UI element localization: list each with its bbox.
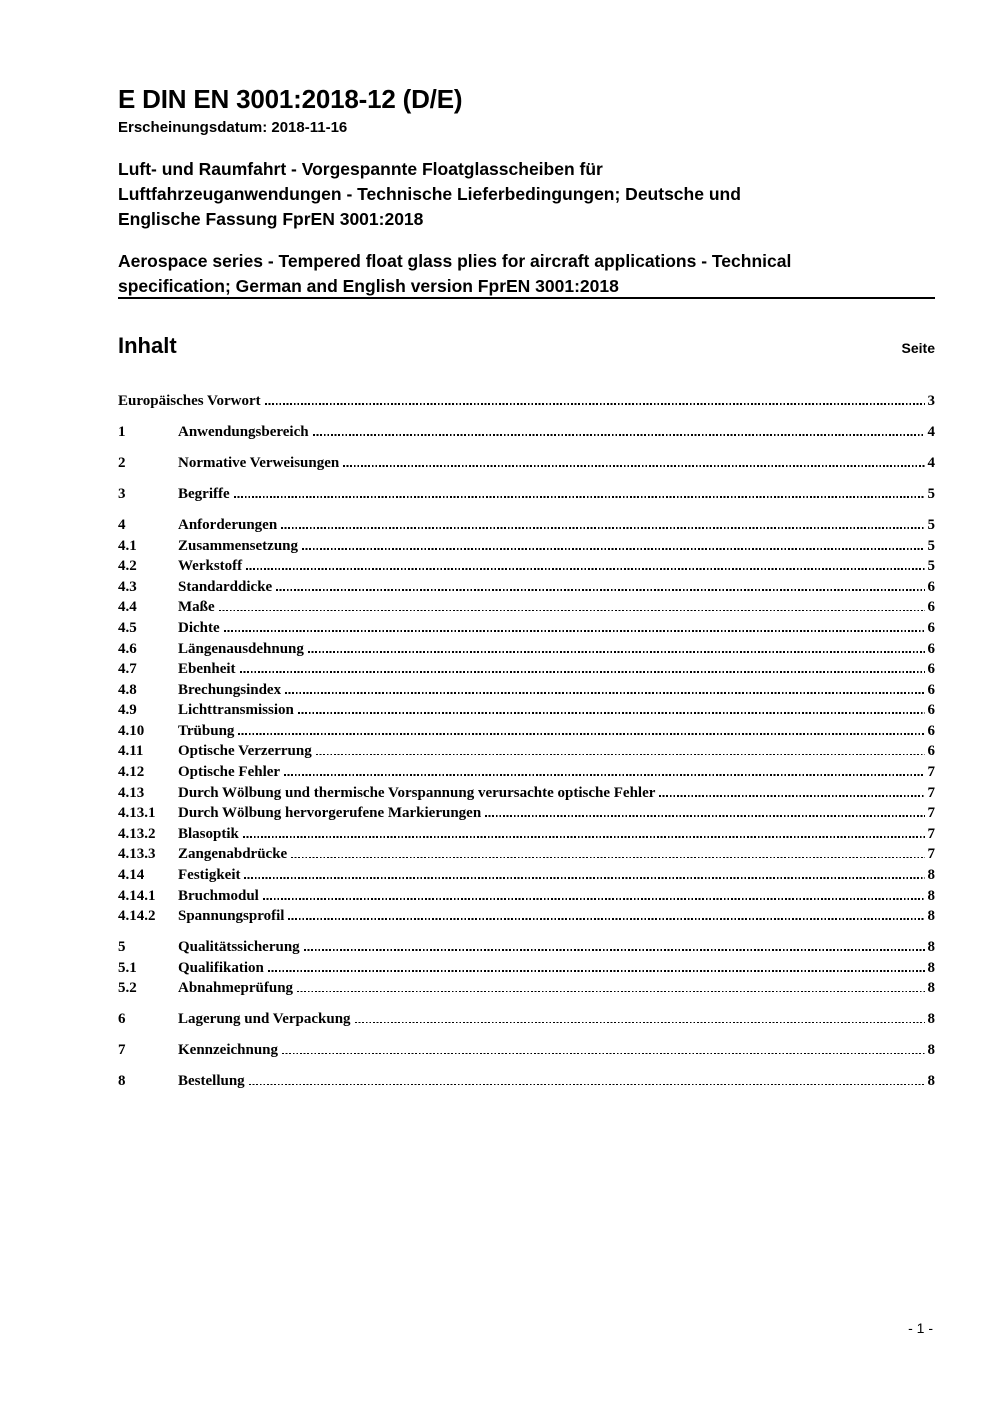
toc-entry: [118, 453, 935, 474]
toc-entry-label: Maße: [178, 599, 215, 616]
toc-entry-number: 4.13.3: [118, 846, 156, 863]
toc-leader-dots: [234, 496, 925, 498]
toc-entry-label: Anforderungen: [178, 516, 278, 533]
toc-entry-label: Zangenabdrücke: [178, 846, 288, 863]
toc-entry-page: 7: [927, 805, 935, 822]
toc-leader-dots: [244, 877, 925, 879]
toc-leader-dots: [308, 651, 925, 653]
toc-entry: [118, 597, 935, 618]
toc-entry-label: Anwendungsbereich: [178, 423, 309, 440]
toc-entry-page: 8: [927, 939, 935, 956]
toc-leader-dots: [659, 795, 925, 797]
toc-entry-label: Bestellung: [178, 1073, 245, 1090]
toc-entry-label: Europäisches Vorwort: [118, 393, 261, 409]
title-english-line: specification; German and English version FprEN 3001:2018: [118, 276, 619, 296]
toc-entry-label: Optische Fehler: [178, 764, 281, 781]
toc-entry-label: Lagerung und Verpackung: [178, 1011, 351, 1028]
toc-entry-label: Durch Wölbung hervorgerufene Markierungen: [178, 805, 482, 822]
toc-entry-page: 8: [927, 959, 935, 976]
toc-entry: [118, 422, 935, 443]
toc-entry: [118, 536, 935, 557]
toc-entry-page: 6: [927, 619, 935, 636]
toc-entry-page: 8: [927, 867, 935, 884]
toc-entry-label: Längenausdehnung: [178, 640, 304, 657]
title-english: [118, 249, 935, 299]
toc-leader-dots: [238, 733, 925, 735]
toc-leader-dots: [288, 918, 925, 920]
toc-entry-page: 8: [927, 1042, 935, 1059]
toc-entry-number: 4.10: [118, 722, 145, 739]
toc-entry-page: 6: [927, 743, 935, 760]
toc-entry: [118, 618, 935, 639]
toc-entry-page: 8: [927, 980, 935, 997]
toc-leader-dots: [282, 1053, 925, 1055]
toc-entry-page: 7: [927, 764, 935, 781]
toc-entry: [118, 1071, 935, 1092]
toc-entry-label: Dichte: [178, 619, 220, 636]
toc-leader-dots: [298, 712, 925, 714]
toc-leader-dots: [313, 434, 925, 436]
toc-entry-label: Zusammensetzung: [178, 537, 299, 554]
horizontal-rule: [118, 297, 935, 299]
toc-entry-number: 4.6: [118, 640, 137, 657]
toc-entry-number: 4.13: [118, 784, 145, 801]
toc-entry-number: 5.2: [118, 980, 137, 997]
toc-list: [118, 391, 935, 1092]
toc-entry: [118, 824, 935, 845]
toc-entry-number: 4.1: [118, 537, 137, 554]
toc-entry: [118, 1009, 935, 1030]
toc-entry-label: Ebenheit: [178, 661, 236, 678]
title-german-line: Luftfahrzeuganwendungen - Technische Lieferbedingungen; Deutsche und: [118, 184, 741, 204]
toc-entry-page: 6: [927, 599, 935, 616]
toc-entry-number: 4.14.1: [118, 887, 156, 904]
toc-entry-number: 4.14.2: [118, 908, 156, 925]
toc-entry-label: Normative Verweisungen: [178, 454, 340, 471]
toc-entry-label: Bruchmodul: [178, 887, 259, 904]
title-english-line: Aerospace series - Tempered float glass plies for aircraft applications - Technical: [118, 251, 792, 271]
toc-leader-dots: [284, 774, 925, 776]
toc-entry-page: 5: [927, 516, 935, 533]
toc-leader-dots: [240, 671, 925, 673]
toc-leader-dots: [268, 970, 925, 972]
toc-entry-label: Brechungsindex: [178, 681, 282, 698]
toc-entry-label: Optische Verzerrung: [178, 743, 312, 760]
toc-leader-dots: [316, 754, 925, 756]
toc-entry: [118, 484, 935, 505]
toc-entry: [118, 741, 935, 762]
toc-entry-number: 4: [118, 516, 126, 533]
toc-leader-dots: [355, 1022, 925, 1024]
title-german-line: Luft- und Raumfahrt - Vorgespannte Floatglasscheiben für: [118, 159, 603, 179]
toc-entry: [118, 886, 935, 907]
toc-entry: [118, 639, 935, 660]
toc-entry-number: 6: [118, 1011, 126, 1028]
toc-entry-number: 4.7: [118, 661, 137, 678]
toc-entry-page: 4: [927, 454, 935, 471]
toc-heading: Inhalt: [118, 333, 177, 358]
toc-entry-number: 1: [118, 423, 126, 440]
toc-page-column-label: Seite: [901, 340, 935, 356]
toc-entry-page: 8: [927, 1073, 935, 1090]
toc-entry-page: 7: [927, 825, 935, 842]
toc-leader-dots: [281, 527, 925, 529]
toc-entry: [118, 803, 935, 824]
toc-entry-label: Qualifikation: [178, 959, 264, 976]
toc-leader-dots: [285, 692, 925, 694]
toc-entry-page: 6: [927, 722, 935, 739]
page-number-footer: - 1 -: [908, 1320, 933, 1336]
toc-leader-dots: [263, 898, 925, 900]
toc-entry: [118, 865, 935, 886]
toc-entry-number: 8: [118, 1073, 126, 1090]
toc-entry-page: 6: [927, 578, 935, 595]
toc-entry-number: 7: [118, 1042, 126, 1059]
toc-leader-dots: [224, 630, 925, 632]
toc-entry-page: 4: [927, 423, 935, 440]
toc-entry: [118, 937, 935, 958]
toc-entry: [118, 391, 935, 412]
toc-entry: [118, 783, 935, 804]
toc-entry: [118, 844, 935, 865]
publication-date: Erscheinungsdatum: 2018-11-16: [118, 119, 348, 136]
toc-entry-page: 8: [927, 1011, 935, 1028]
toc-entry-label: Durch Wölbung und thermische Vorspannung verursachte optische Fehler: [178, 784, 656, 801]
toc-entry-number: 4.13.1: [118, 805, 156, 822]
toc-leader-dots: [297, 991, 925, 993]
toc-entry: [118, 762, 935, 783]
toc-entry-page: 6: [927, 640, 935, 657]
toc-leader-dots: [304, 949, 925, 951]
toc-entry-number: 4.5: [118, 619, 137, 636]
toc-leader-dots: [343, 465, 925, 467]
toc-entry-label: Trübung: [178, 722, 235, 739]
toc-entry-number: 4.13.2: [118, 825, 156, 842]
toc-entry: [118, 515, 935, 536]
toc-entry: [118, 906, 935, 927]
document-title: E DIN EN 3001:2018-12 (D/E): [118, 84, 463, 114]
toc-entry: [118, 721, 935, 742]
toc-entry: [118, 1040, 935, 1061]
toc-entry: [118, 700, 935, 721]
toc-entry-page: 5: [927, 485, 935, 502]
toc-leader-dots: [249, 1084, 925, 1086]
toc-entry-page: 6: [927, 702, 935, 719]
toc-entry-page: 7: [927, 784, 935, 801]
toc-entry-page: 8: [927, 887, 935, 904]
toc-entry-number: 5: [118, 939, 126, 956]
toc-leader-dots: [291, 857, 925, 859]
toc-entry: [118, 577, 935, 598]
toc-leader-dots: [265, 403, 925, 405]
toc-entry-number: 4.3: [118, 578, 137, 595]
toc-entry: [118, 659, 935, 680]
toc-entry-label: Begriffe: [178, 485, 230, 502]
title-german-line: Englische Fassung FprEN 3001:2018: [118, 209, 424, 229]
toc-entry-page: 5: [927, 558, 935, 575]
toc-entry-number: 4.4: [118, 599, 137, 616]
toc-entry-number: 4.14: [118, 867, 145, 884]
toc-entry-label: Qualitätssicherung: [178, 939, 300, 956]
toc-entry-page: 8: [927, 908, 935, 925]
toc-entry-number: 4.9: [118, 702, 137, 719]
toc-entry-number: 4.12: [118, 764, 145, 781]
toc-leader-dots: [219, 610, 925, 612]
toc-entry: [118, 978, 935, 999]
toc-entry-number: 4.11: [118, 743, 144, 760]
toc-entry-label: Standarddicke: [178, 578, 273, 595]
toc-leader-dots: [246, 568, 925, 570]
toc-header: [118, 333, 935, 359]
toc-entry-label: Spannungsprofil: [178, 908, 285, 925]
toc-entry-number: 3: [118, 485, 126, 502]
toc-leader-dots: [302, 548, 925, 550]
toc-entry-label: Werkstoff: [178, 558, 243, 575]
toc-entry-number: 2: [118, 454, 126, 471]
toc-leader-dots: [243, 836, 925, 838]
toc-entry-label: Blasoptik: [178, 825, 239, 842]
toc-entry-number: 5.1: [118, 959, 137, 976]
toc-entry: [118, 958, 935, 979]
toc-entry-page: 3: [927, 393, 935, 409]
toc-leader-dots: [485, 815, 925, 817]
toc-entry-page: 6: [927, 661, 935, 678]
toc-entry-label: Abnahmeprüfung: [178, 980, 294, 997]
toc-entry-number: 4.8: [118, 681, 137, 698]
title-german: [118, 157, 935, 232]
toc-entry-page: 5: [927, 537, 935, 554]
toc-entry-number: 4.2: [118, 558, 137, 575]
toc-entry-label: Kennzeichnung: [178, 1042, 279, 1059]
toc-entry-page: 6: [927, 681, 935, 698]
toc-leader-dots: [276, 589, 925, 591]
toc-entry-label: Festigkeit: [178, 867, 241, 884]
toc-entry-page: 7: [927, 846, 935, 863]
toc-entry: [118, 556, 935, 577]
toc-entry-label: Lichttransmission: [178, 702, 294, 719]
toc-entry: [118, 680, 935, 701]
